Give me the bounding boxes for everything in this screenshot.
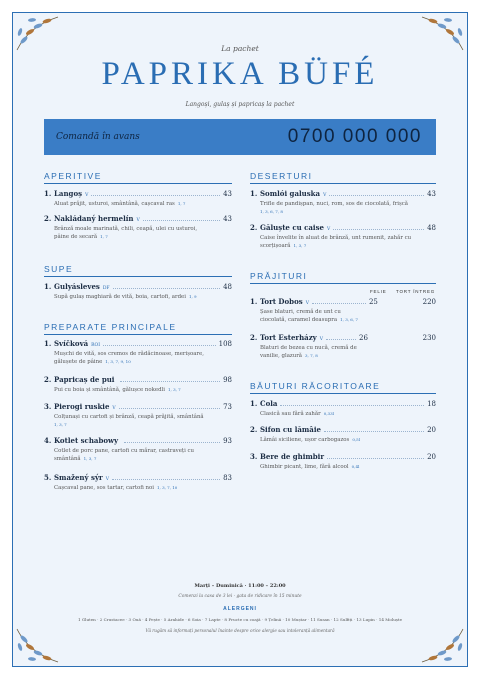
section-rule xyxy=(250,283,436,284)
item-description: Ghimbir picant, lime, fără alcool xyxy=(260,464,349,470)
item-description: Supă gulaș maghiară de vită, boia, cartofi, ardei xyxy=(54,294,186,300)
allergen-codes: 1, 3, 7 xyxy=(83,456,97,462)
restaurant-title: PAPRIKA BÜFÉ xyxy=(101,56,379,92)
allergy-disclaimer: Vă rugăm să informați personalul înainte despre orice alergie sau intoleranță alimentară xyxy=(145,628,335,633)
allergen-codes: 1, 3, 7 xyxy=(293,243,307,249)
dot-leader xyxy=(113,288,220,289)
menu-item xyxy=(44,436,232,464)
item-price: 43 xyxy=(223,190,232,198)
item-name: Pierogi ruskie xyxy=(54,402,110,411)
allergen-codes: 1, 3, 6, 7 xyxy=(340,317,358,323)
column-header-slice: FELIE xyxy=(370,289,387,294)
item-price: 108 xyxy=(218,340,232,348)
allergen-codes: 3, 7, 8 xyxy=(305,353,318,359)
item-name: Langoș xyxy=(54,189,83,198)
item-name: Nakládaný hermelín xyxy=(54,214,134,223)
item-description: Colțunași cu cartofi și brânză, ceapă prăjită, smântână xyxy=(54,414,204,420)
item-number: 1. xyxy=(44,189,52,198)
price-slice: 25 xyxy=(368,298,378,306)
dot-leader xyxy=(312,303,366,304)
item-description: Trifle de pandișpan, nuci, rom, sos de ciocolată, frișcă xyxy=(260,201,409,207)
item-price: 48 xyxy=(223,283,232,291)
dot-leader xyxy=(112,479,220,480)
item-description: ciocolată, caramel deasupra xyxy=(260,317,338,324)
item-number: 1. xyxy=(44,282,52,291)
allergen-codes: 1, 3, 7 xyxy=(167,387,181,392)
allergen-codes: 1, 3, 7, 9, 10 xyxy=(105,359,131,365)
menu-item xyxy=(250,297,436,325)
item-description: Cașcaval pane, sos tartar, cartofi noi xyxy=(54,485,154,491)
menu-item xyxy=(250,333,436,361)
item-number: 5. xyxy=(44,473,52,482)
dot-leader xyxy=(91,195,220,196)
section-title-aperitive: APERITIVE xyxy=(44,171,102,181)
item-price: 18 xyxy=(427,400,436,408)
item-number: 2. xyxy=(250,333,258,342)
section-rule xyxy=(44,334,232,335)
item-description: Aluat prăjit, usturoi, smântână, cașcaval ras xyxy=(54,201,175,207)
dot-leader xyxy=(124,442,220,443)
diet-badge: V xyxy=(319,337,324,342)
item-description: Blaturi de bezea cu nucă, cremă de xyxy=(260,345,357,351)
section-rule xyxy=(44,276,232,277)
item-name: Svíčková xyxy=(54,339,89,348)
item-description: Clasică sau fără zahăr xyxy=(260,411,321,417)
section-rule xyxy=(250,393,436,394)
item-name: Papricaș de pui xyxy=(54,375,115,384)
price-whole: 220 xyxy=(422,298,436,306)
diet-badge: V xyxy=(105,477,109,482)
item-description: Caise învelite în aluat de brânză, unt rumenit, zahăr cu xyxy=(260,235,412,241)
menu-item xyxy=(44,473,232,492)
section-title-supe: SUPE xyxy=(44,264,74,274)
diet-badge: DF xyxy=(102,286,110,291)
item-number: 3. xyxy=(44,402,52,411)
item-number: 3. xyxy=(250,452,258,461)
item-number: 2. xyxy=(44,214,52,223)
item-price: 73 xyxy=(223,403,232,411)
volume: 0,33l xyxy=(323,411,334,416)
allergens-heading: ALERGENI xyxy=(223,606,257,612)
volume: 0,5l xyxy=(352,437,360,442)
item-number: 2. xyxy=(250,223,258,232)
dot-leader xyxy=(327,458,424,459)
item-number: 4. xyxy=(44,436,52,445)
phone-number[interactable]: 0700 000 000 xyxy=(287,126,422,147)
item-price: 20 xyxy=(427,426,436,434)
subtitle: Langoși, gulaș și papricaș la pachet xyxy=(185,101,295,108)
item-price: 43 xyxy=(427,190,436,198)
item-number: 1. xyxy=(250,189,258,198)
section-title-bauturi: BĂUTURI RĂCORITOARE xyxy=(250,381,381,391)
item-name: Cola xyxy=(260,399,278,408)
item-name: Tort Dobos xyxy=(260,297,303,306)
menu-item xyxy=(44,339,232,367)
menu-item xyxy=(250,452,436,471)
diet-badge: V xyxy=(305,301,309,306)
dot-leader xyxy=(280,405,424,406)
allergen-codes: 1, 9 xyxy=(188,294,197,299)
allergen-codes: 1, 3, 7 xyxy=(54,422,67,428)
dot-leader xyxy=(120,381,220,382)
dot-leader xyxy=(119,408,220,409)
item-number: 2. xyxy=(44,375,52,384)
item-price: 83 xyxy=(223,474,232,482)
menu-item xyxy=(250,189,436,217)
item-name: Somlói galuska xyxy=(260,189,321,198)
item-description: vanilie, glazură xyxy=(260,353,303,360)
menu-item xyxy=(44,402,232,430)
item-price: 98 xyxy=(223,376,232,384)
dot-leader xyxy=(326,339,356,340)
diet-badge: V xyxy=(85,193,89,198)
diet-badge: V xyxy=(326,227,331,232)
order-note: Comenzi la casa de 3 lei · gata de ridicare în 15 minute xyxy=(178,594,302,599)
opening-hours: Marți – Duminică · 11:00 – 22:00 xyxy=(194,583,286,589)
menu-item xyxy=(250,223,436,251)
item-price: 48 xyxy=(427,224,436,232)
menu-item xyxy=(250,399,436,418)
diet-badge: V xyxy=(112,406,116,411)
item-description: Lămâi siciliene, ușor carbogazos xyxy=(260,437,350,443)
dot-leader xyxy=(143,220,220,221)
item-name: Smažený sýr xyxy=(54,473,103,482)
item-number: 1. xyxy=(250,399,258,408)
diet-badge: V xyxy=(136,218,140,223)
menu-item xyxy=(44,375,232,394)
item-name: Gulyásleves xyxy=(54,282,100,291)
item-name: Bere de ghimbir xyxy=(260,452,325,461)
item-name: Sifon cu lămâie xyxy=(260,425,321,434)
order-banner xyxy=(44,119,436,155)
section-title-principale: PREPARATE PRINCIPALE xyxy=(44,322,177,332)
section-title-prajituri: PRĂJITURI xyxy=(250,271,308,281)
item-price: 93 xyxy=(223,437,232,445)
item-price: 43 xyxy=(223,215,232,223)
item-description: gălușete de pâine xyxy=(54,359,103,366)
diet-badge: ROI xyxy=(91,343,101,348)
item-number: 1. xyxy=(250,297,258,306)
dot-leader xyxy=(329,195,424,196)
menu-item xyxy=(44,282,232,301)
item-description: Mușchi de vită, sos cremos de rădăcinoase, merișoare, xyxy=(54,351,204,357)
menu-item xyxy=(44,214,232,242)
item-price: 20 xyxy=(427,453,436,461)
column-header-whole: TORT ÎNTREG xyxy=(396,289,436,294)
price-whole: 230 xyxy=(422,334,436,342)
item-description: smântână xyxy=(54,456,81,463)
volume: 0,4l xyxy=(351,464,360,469)
allergens-list: 1 Gluten · 2 Crustacee · 3 Ouă · 4 Pește · 5 Arahide · 6 Soia · 7 Lapte · 8 Fructe cu coajă · 9 Țelină · 10 Muștar · 11 Susan · 12 Sulfiți · 13 Lupin · 14 Moluște xyxy=(77,617,403,622)
allergen-codes: 1, 3, 6, 7, 8 xyxy=(260,209,283,215)
dot-leader xyxy=(333,229,424,230)
item-name: Tort Esterházy xyxy=(260,333,317,342)
item-name: Găluște cu caise xyxy=(260,223,324,232)
tagline: La pachet xyxy=(221,44,259,53)
dot-leader xyxy=(103,345,216,346)
allergen-codes: 1, 7 xyxy=(177,201,186,206)
item-description: Pui cu boia și smântână, gălușce nokedli xyxy=(54,387,165,393)
dot-leader xyxy=(324,431,424,432)
allergen-codes: 1, 7 xyxy=(100,234,108,240)
section-rule xyxy=(44,183,232,184)
diet-badge: V xyxy=(323,193,327,198)
allergen-codes: 1, 3, 7, 10 xyxy=(157,485,178,490)
item-number: 2. xyxy=(250,425,258,434)
menu-item xyxy=(250,425,436,444)
section-rule xyxy=(250,183,436,184)
item-description: scorțișoară xyxy=(260,243,291,250)
menu-item xyxy=(44,189,232,208)
item-description: Brânză moale marinată, chili, ceapă, ulei cu usturoi, xyxy=(54,226,198,232)
banner-label: Comandă în avans xyxy=(56,132,140,142)
item-name: Kotlet schabowy xyxy=(54,436,119,445)
price-slice: 26 xyxy=(359,334,368,342)
item-number: 1. xyxy=(44,339,52,348)
item-description: pâine de secară xyxy=(54,234,98,241)
item-description: Șase blaturi, cremă de unt cu xyxy=(260,309,341,315)
item-description: Cotlet de porc pane, cartofi cu mărar, castraveți cu xyxy=(54,448,194,454)
section-title-deserturi: DESERTURI xyxy=(250,171,313,181)
